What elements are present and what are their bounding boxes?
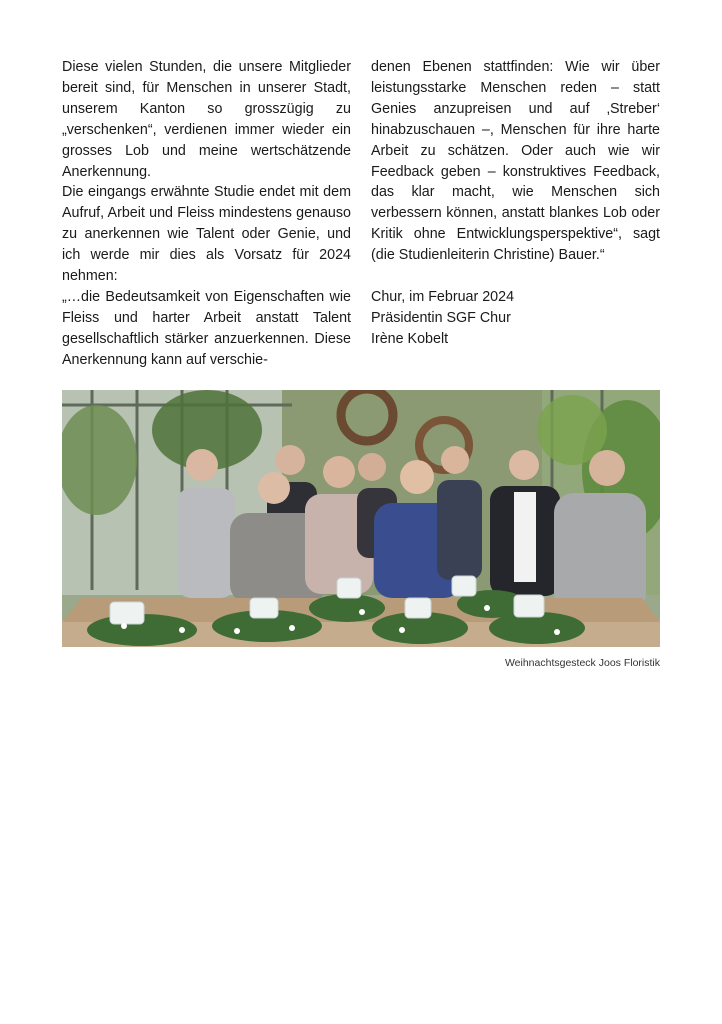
signature-place-date: Chur, im Februar 2024	[371, 288, 515, 305]
left-text-column	[62, 57, 351, 371]
signature-name: Irène Kobelt	[371, 330, 449, 347]
paragraph-quote-end: denen Ebenen stattfinden: Wie wir über leistungsstarke Menschen reden – statt Genies anzupreisen und auf ‚Streber‘ hinabzuschauen –, Menschen für ihre harte Arbeit zu schätzen. Oder auch wie wir Feedback geben – konstruktives Feedback, das klar macht, wie Menschen sich verbessern können, anstatt blankes Lob oder Kritik ohne Entwicklungsperspektive“, sagt (die Studienleiterin Christine) Bauer.“	[371, 59, 660, 264]
group-photo-illustration	[62, 390, 660, 647]
paragraph-volunteer-hours: Diese vielen Stunden, die unsere Mitglieder bereit sind, für Menschen in unserer Stadt, unserem Kanton so grosszügig zu „verschenken“, verdienen immer wieder ein grosses Lob und meine wertschätzende Anerkennung.	[62, 59, 351, 180]
paragraph-quote-start: „…die Bedeutsamkeit von Eigenschaften wie Fleiss und harter Arbeit anstatt Talent gesellschaftlich stärker anzuerkennen. Diese Anerkennung kann auf verschie-	[62, 288, 351, 368]
paragraph-study-call: Die eingangs erwähnte Studie endet mit dem Aufruf, Arbeit und Fleiss mindestens genauso zu anerkennen wie Talent oder Genie, und ich werde mir dies als Vorsatz für 2024 nehmen:	[62, 184, 351, 285]
right-text-column	[371, 57, 660, 350]
signature-role: Präsidentin SGF Chur	[371, 309, 511, 326]
group-photo	[62, 390, 660, 647]
photo-caption: Weihnachtsgesteck Joos Floristik	[504, 657, 660, 669]
